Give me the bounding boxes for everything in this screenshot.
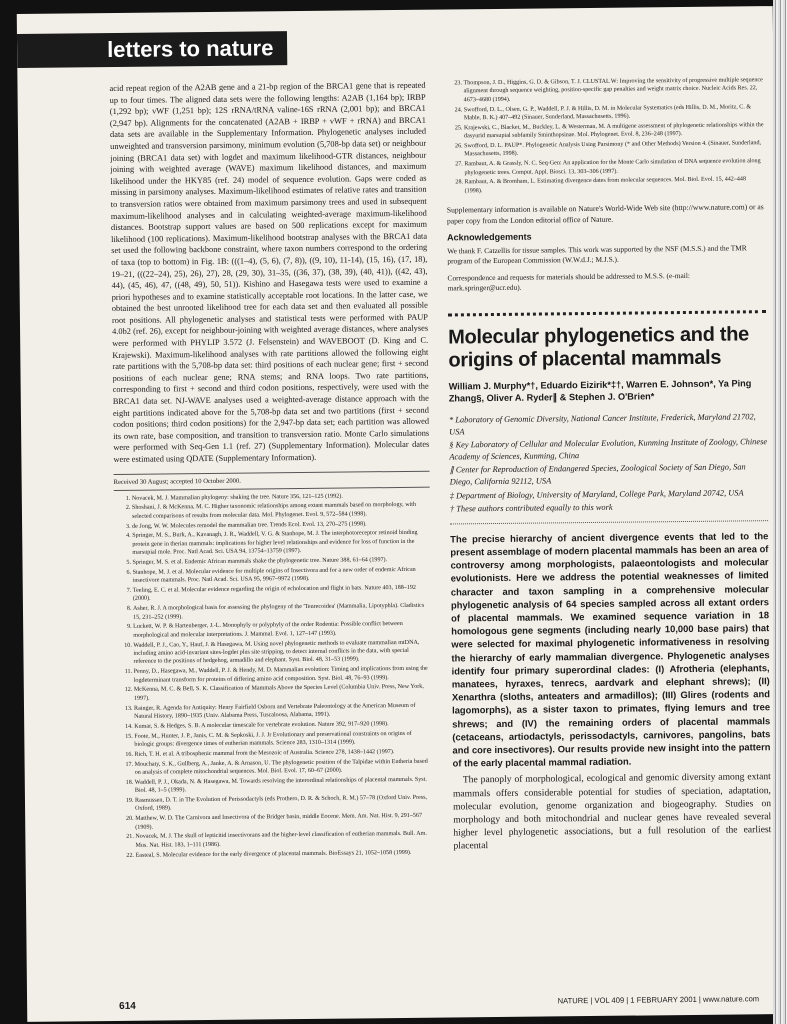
affiliation: § Key Laboratory of Cellular and Molecular Evolution, Kunming Institute of Zoology, Chinese Academy of Sciences, Kunming, China [449, 437, 768, 462]
reference-item: 2. Shoshani, J. & McKenna, M. C. Higher taxonomic relationships among extant mammals based on morphology, with selected comparisons of results from molecular data. Mol. Phylogenet. Evol. 9, 572–584 (1998). [132, 501, 430, 521]
reference-item: 11. Penny, D., Hasegawa, M., Waddell, P. J. & Hendy, M. D. Mammalian evolution: Timing and implications from using the logdeterminant transform for proteins of differing amino acid composition. Syst. Biol. 48, 76–93 (1999). [134, 665, 432, 685]
article-abstract: The precise hierarchy of ancient divergence events that led to the present assemblage of modern placental mammals has been an area of controversy among morphologists, palaeontologists and molecular evolutionists. Here we address the potential weaknesses of limited character and taxon sampling in a comprehensive molecular phylogenetic analysis of 64 species sampled across all extant orders of placental mammals. We examined sequence variation in 18 homologous gene segments (including nearly 10,000 base pairs) that were selected for maximal phylogenetic informativeness in resolving the hierarchy of early mammalian divergence. Phylogenetic analyses identify four primary superordinal clades: (I) Afrotheria (elephants, manatees, hyraxes, tenrecs, aardvark and elephant shrews); (II) Xenarthra (sloths, anteaters and armadillos); (III) Glires (rodents and lagomorphs), as a sister taxon to primates, flying lemurs and tree shrews; and (IV) the remaining orders of placental mammals (cetaceans, artiodactyls, perissodactyls, carnivores, pangolins, bats and core insectivores). Our results provide new insight into the pattern of the early placental mammal radiation. [450, 529, 771, 769]
reference-item: 15. Foote, M., Hunter, J. P., Janis, C. M. & Sepkoski, J. J. Jr Evolutionary and preservational constraints on origins of biologic groups: divergence times of eutherian mammals. Science 283, 1310–1314 (1999). [134, 729, 432, 749]
section-banner-title: letters to nature [106, 35, 274, 63]
right-column [445, 76, 771, 853]
reference-item: 5. Springer, M. S. et al. Endemic African mammals shake the phylogenetic tree. Nature 388, 61–64 (1997). [132, 556, 430, 568]
supplementary-info: Supplementary information is available on Nature's World-Wide Web site (http://www.nature.com) or as paper copy from the London editorial office of Nature. [446, 202, 764, 226]
acknowledgements-heading: Acknowledgements [447, 231, 532, 243]
correspondence-text: Correspondence and requests for materials should be addressed to M.S.S. (e-mail: mark.springer@ucr.edu). [447, 270, 690, 293]
methods-paragraph: acid repeat region of the A2AB gene and a 21-bp region of the BRCA1 gene that is repeated up to four times. The aligned data sets were the following lengths: A2AB (1,164 bp); IRBP (1,292 bp); vWF (1,251 bp); 12S rRNA/tRNA valine-16S rRNA (2,001 bp); and BRCA1 (2,947 bp). Alignments for the concatenated (A2AB + IRBP + vWF + rRNA) and BRCA1 data sets are available in the Supplementary Information. Phylogenetic analyses included unweighted and transversion parsimony, minimum evolution (5,708-bp data set) or neighbour joining (BRCA1 data set) with logdet and maximum likelihood-GTR distances, neighbour joining with weighted average (WAVE) maximum likelihood distances, and maximum likelihood under the HKY85 (ref. 24) model of sequence evolution. Gaps were coded as missing in parsimony analyses. Maximum-likelihood estimates of relative rates and transition to transversion ratios were obtained from maximum parsimony trees and used in subsequent maximum-likelihood analyses and in calculating weighted-average maximum-likelihood distances. Bootstrap support values are based on 500 replications except for maximum likelihood (100 replications). Maximum-likelihood bootstrap analyses with the BRCA1 data set used the following backbone constraint, where taxon numbers correspond to the ordering of taxa (top to bottom) in Fig. 1B: (((1–4), (5, 6), (7, 8)), ((9, 10), 11-14), (15, 16), (17, 18), 19–21, (((22–24), 25), 26), 27), 28, (29, 30), 31–35, ((36, 37), (38, 39), (40, 41)), ((42, 43), 44), (45, 46), 47, ((48, 49), 50, 51)). Kishino and Hasegawa tests were used to examine a priori hypotheses and to examine statistically acceptable root locations. In the latter case, we obtained the best unrooted likelihood tree for each data set and then evaluated all possible root positions. All phylogenetic analyses and statistical tests were performed with PAUP 4.0b2 (ref. 26), except for neighbour-joining with weighted average distances, where analyses were performed with PHYLIP 3.572 (J. Felsenstein) and WAVEBOOT (D. King and C. Krajewski). Maximum-likelihood analyses with rate partitions allowed the following eight rate partitions with the 5,708-bp data set: third positions of each nuclear gene; first + second positions of each nuclear gene; RNA stems; and RNA loops. Two rate partitions, corresponding to first + second and third codon positions, respectively, were used with the BRCA1 data set. NJ-WAVE analyses used a weighted-average distance approach with the eight partitions indicated above for the 5,708-bp data set and two partitions (first + second codon positions; third codon positions) for the 2,947-bp data set; each partition was allowed its own rate, base composition, and transition to transversion ratio. Monte Carlo simulations were performed with Seq-Gen 1.1 (ref. 27) (Supplementary Information). Molecular dates were estimated using QDATE (Supplementary Information). [109, 80, 430, 464]
reference-item: 26. Swofford, D. L. PAUP*. Phylogenetic Analysis Using Parsimony (* and Other Methods) Version 4. (Sinauer, Sunderland, Massachusetts, 1998). [464, 139, 764, 159]
affiliation: ∥ Center for Reproduction of Endangered Species, Zoological Society of San Diego, San Diego, California 92112, USA [449, 462, 746, 487]
abstract-divider [450, 520, 768, 524]
reference-item: 21. Novacek, M. J. The skull of lepticitid insectivorans and the higher-level classification of eutherian mammals. Bull. Am. Mus. Nat. Hist. 183, 1–111 (1986). [135, 830, 433, 850]
article-title: Molecular phylogenetics and the origins of placental mammals [448, 323, 750, 372]
article-authors: William J. Murphy*†, Eduardo Eizirik*‡†, Warren E. Johnson*, Ya Ping Zhang§, Oliver A. Ryder∥ & Stephen J. O'Brien* [448, 378, 752, 404]
journal-footer: NATURE | VOL 409 | 1 FEBRUARY 2001 | www.nature.com [557, 994, 760, 1006]
reference-item: 13. Rainger, R. Agenda for Antiquity: Henry Fairfield Osborn and Vertebrate Paleontology at the American Museum of Natural History, 1890–1935 (Univ. Alabama Press, Tuscaloosa, Alabama, 1991). [134, 701, 432, 721]
reference-item: 4. Springer, M. S., Burk, A., Kavanagh, J. R., Waddell, V. G. & Stanhope, M. J. The interphotoreceptor retinoid binding protein gene in therian mammals: implications for higher level relationships and evidence for loss of function in the marsupial mole. Proc. Natl Acad. Sci. USA 94, 13754–13759 (1997). [132, 529, 430, 557]
reference-item: 9. Luckett, W. P. & Hartenberger, J.-L. Monophyly or polyphyly of the order Rodentia: Possible conflict between morphological and molecular interpretations. J. Mammal. Evol. 1, 127–147 (1993). [133, 620, 431, 640]
reference-item: 12. McKenna, M. C. & Bell, S. K. Classification of Mammals Above the Species Level (Columbia Univ. Press, New York, 1997). [134, 683, 432, 703]
reference-item: 10. Waddell, P. J., Cao, Y., Hauf, J. & Hasegawa, M. Using novel phylogenetic methods to evaluate mammalian mtDNA, including amino acid-invariant sites-logdet plus site stripping, to detect internal conflicts in the data, with special reference to the positions of hedgehog, armadillo and elephant. Syst. Biol. 48, 31–53 (1999). [133, 638, 431, 666]
reference-item: 25. Krajewski, C., Blacket, M., Buckley, L. & Westerman, M. A multigene assessment of phylogenetic relationships within the dasyurid marsupial subfamily Sminthopsinae. Mol. Phylogenet. Evol. 8, 236–248 (1997). [464, 121, 764, 141]
acknowledgements-text: We thank F. Catzellis for tissue samples. This work was supported by the NSF (M.S.S.) and the TMR program of the European Commission (W.W.d.J.; M.J.S.). [447, 243, 747, 266]
reference-item: 19. Rasmussen, D. T. in The Evolution of Perissodactyls (eds Prothero, D. R. & Schoch, R. M.) 57–78 (Oxford Univ. Press, Oxford, 1989). [135, 794, 433, 814]
reference-item: 17. Mouchaty, S. K., Gullberg, A., Janke, A. & Arnason, U. The phylogenetic position of the Talpidae within Eutheria based on analysis of complete mitochondrial sequences. Mol. Biol. Evol. 17, 60–67 (2000). [135, 757, 433, 777]
reference-list-right [445, 76, 764, 196]
reference-list-left [114, 486, 434, 860]
reference-item: 3. de Jong, W. W. Molecules remodel the mammalian tree. Trends Ecol. Evol. 13, 270–275 (1998). [132, 519, 430, 531]
affiliation: ‡ Department of Biology, University of Maryland, College Park, Maryland 20742, USA [449, 488, 744, 501]
journal-page [17, 6, 784, 1022]
reference-item: 1. Novacek, M. J. Mammalian phylogeny: shaking the tree. Nature 356, 121–125 (1992). [132, 491, 430, 503]
affiliation: † These authors contributed equally to this work [449, 502, 613, 514]
affiliation: * Laboratory of Genomic Diversity, National Cancer Institute, Frederick, Maryland 21702, USA [448, 412, 756, 437]
reference-item: 16. Rich, T. H. et al. A tribosphenic mammal from the Mesozoic of Australia. Science 278, 1438–1442 (1997). [134, 748, 432, 760]
reference-item: 7. Teeling, E. C. et al. Molecular evidence regarding the origin of echolocation and flight in bats. Nature 403, 188–192 (2000). [133, 584, 431, 604]
reference-item: 23. Thompson, J. D., Higgins, G. D. & Gibson, T. J. CLUSTAL W: Improving the sensitivity of progressive multiple sequence alignment through sequence weighting, position-specific gap penalties and weight matrix choice. Nucleic Acids Res. 22, 4673–4680 (1994). [463, 76, 763, 104]
reference-item: 14. Kumar, S. & Hedges, S. B. A molecular timescale for vertebrate evolution. Nature 392, 917–920 (1998). [134, 720, 432, 732]
article-separator [448, 310, 766, 316]
received-dates: Received 30 August; accepted 10 October 2000. [114, 470, 430, 485]
left-column [109, 80, 433, 862]
article-body: The panoply of morphological, ecological and genomic diversity among extant mammals offers considerable potential for studies of speciation, adaptation, molecular evolution, genome organization and biogeography. Studies on morphology and both mitochondrial and nuclear genes have revealed several higher level phylogenetic associations, but a full resolution of the earliest placental [452, 771, 772, 852]
reference-item: 22. Easteal, S. Molecular evidence for the early divergence of placental mammals. BioEssays 21, 1052–1058 (1999). [136, 848, 434, 860]
reference-item: 24. Swofford, D. L., Olsen, G. P., Waddell, P. J. & Hillis, D. M. in Molecular Systematics (eds Hillis, D. M., Moritz, C. & Mable, B. K.) 407–492 (Sinauer, Sunderland, Massachusetts, 1996). [464, 103, 764, 123]
reference-item: 20. Matthew, W. D. The Carnivora and Insectivora of the Bridger basin, middle Eocene. Mem. Am. Nat. Hist. 9, 291–567 (1909). [135, 812, 433, 832]
reference-item: 6. Stanhope, M. J. et al. Molecular evidence for multiple origins of Insectivora and for a new order of endemic African insectivore mammals. Proc. Natl Acad. Sci. USA 95, 9967–9972 (1998). [133, 565, 431, 585]
reference-item: 18. Waddell, P. J., Okada, N. & Hasegawa, M. Towards resolving the interordinal relationships of placental mammals. Syst. Biol. 48, 1–5 (1999). [135, 775, 433, 795]
stacked-page-edges [773, 0, 787, 1024]
page-number: 614 [119, 1000, 136, 1012]
reference-item: 8. Asher, R. J. A morphological basis for assessing the phylogeny of the 'Tenrecoidea' (Mammalia, Lipotyphla). Cladistics 15, 231–252 (1999). [133, 602, 431, 622]
reference-item: 28. Rambaut, A. & Bromham, L. Estimating divergence dates from molecular sequences. Mol. Biol. Evol. 15, 442–448 (1998). [464, 176, 764, 196]
author-affiliations [449, 411, 768, 515]
reference-item: 27. Rambaut, A. & Grassly, N. C. Seq-Gen: An application for the Monte Carlo simulation of DNA sequence evolution along phylogenetic trees. Comput. Appl. Biosci. 13, 303–306 (1997). [464, 157, 764, 177]
